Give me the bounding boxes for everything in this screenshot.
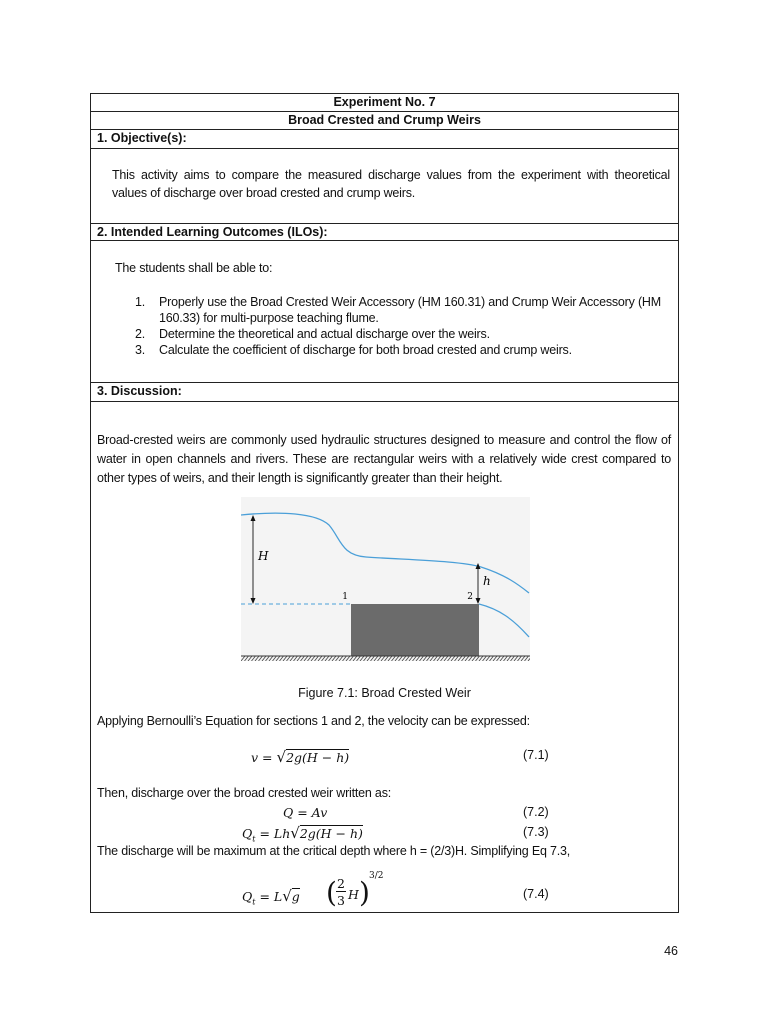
weir-block xyxy=(351,604,479,656)
label-h: h xyxy=(483,574,491,588)
equation-number: (7.1) xyxy=(523,748,549,762)
equation-middle: = L xyxy=(255,889,283,904)
equation-lhs: Q xyxy=(242,826,253,841)
equation-number: (7.4) xyxy=(523,887,549,901)
page-number: 46 xyxy=(664,944,678,958)
objective-body: This activity aims to compare the measured discharge values from the experiment with theoretical values of discharge over broad crested and crump weirs. xyxy=(112,168,670,200)
list-text: Calculate the coefficient of discharge for both broad crested and crump weirs. xyxy=(159,343,572,357)
objective-section xyxy=(91,149,678,224)
fraction-numerator: 2 xyxy=(337,876,345,891)
section-1-label: 1 xyxy=(342,592,348,602)
broad-crested-weir-figure xyxy=(241,497,530,661)
subscript: t xyxy=(252,834,256,844)
sqrt-symbol: √ xyxy=(290,824,300,842)
discussion-paragraph-4: The discharge will be maximum at the critical depth where h = (2/3)H. Simplifying Eq 7.3, xyxy=(97,844,571,858)
sqrt-symbol: √ xyxy=(282,887,292,905)
equation-7-1 xyxy=(251,748,349,766)
equation-radicand: 2g(H − h) xyxy=(299,826,363,841)
list-number: 2. xyxy=(135,327,146,341)
right-paren: ) xyxy=(359,876,370,909)
list-item xyxy=(135,326,670,342)
ilos-section xyxy=(91,241,678,383)
list-text: Determine the theoretical and actual discharge over the weirs. xyxy=(159,327,490,341)
equation-middle: = Lh xyxy=(255,826,291,841)
experiment-sheet xyxy=(90,93,679,913)
ilos-list xyxy=(135,294,670,358)
equation-number: (7.2) xyxy=(523,805,549,819)
list-item xyxy=(135,294,670,326)
discussion-paragraph-2: Applying Bernoulli’s Equation for sections 1 and 2, the velocity can be expressed: xyxy=(97,714,530,728)
list-number: 1. xyxy=(135,295,146,309)
fraction-denominator: 3 xyxy=(337,893,345,908)
equation-variable: H xyxy=(348,887,359,902)
experiment-number: Experiment No. 7 xyxy=(91,94,678,112)
equation-7-2: Q = Av xyxy=(283,805,328,820)
equation-7-3 xyxy=(242,824,363,844)
equation-lhs: Q xyxy=(242,889,253,904)
discussion-paragraph-3: Then, discharge over the broad crested weir written as: xyxy=(97,786,392,800)
ilos-heading: 2. Intended Learning Outcomes (ILOs): xyxy=(91,224,678,241)
sqrt-symbol: √ xyxy=(276,748,287,766)
label-H: H xyxy=(258,549,269,563)
section-2-label: 2 xyxy=(467,592,473,602)
list-text: Properly use the Broad Crested Weir Accessory (HM 160.31) and Crump Weir Accessory (HM 160.33) for multi-purpose teaching flume. xyxy=(159,295,661,325)
ilos-intro: The students shall be able to: xyxy=(115,261,273,275)
subscript: t xyxy=(252,897,256,907)
experiment-title: Broad Crested and Crump Weirs xyxy=(91,112,678,130)
figure-caption: Figure 7.1: Broad Crested Weir xyxy=(298,686,471,700)
left-paren: ( xyxy=(326,876,337,909)
equation-radicand: g xyxy=(291,889,300,904)
discussion-paragraph-1: Broad-crested weirs are commonly used hydraulic structures designed to measure and control the flow of water in open channels and rivers. These are rectangular weirs with a relatively wide crest compared to other types of weirs, and their length is significantly greater than their height. xyxy=(97,433,671,485)
list-number: 3. xyxy=(135,343,146,357)
exponent: 3/2 xyxy=(369,871,384,881)
objective-heading: 1. Objective(s): xyxy=(91,130,678,149)
discussion-heading: 3. Discussion: xyxy=(91,383,678,402)
equation-number: (7.3) xyxy=(523,825,549,839)
list-item xyxy=(135,342,670,358)
equation-radicand: 2g(H − h) xyxy=(286,750,350,765)
equation-lhs: v = xyxy=(251,750,273,765)
